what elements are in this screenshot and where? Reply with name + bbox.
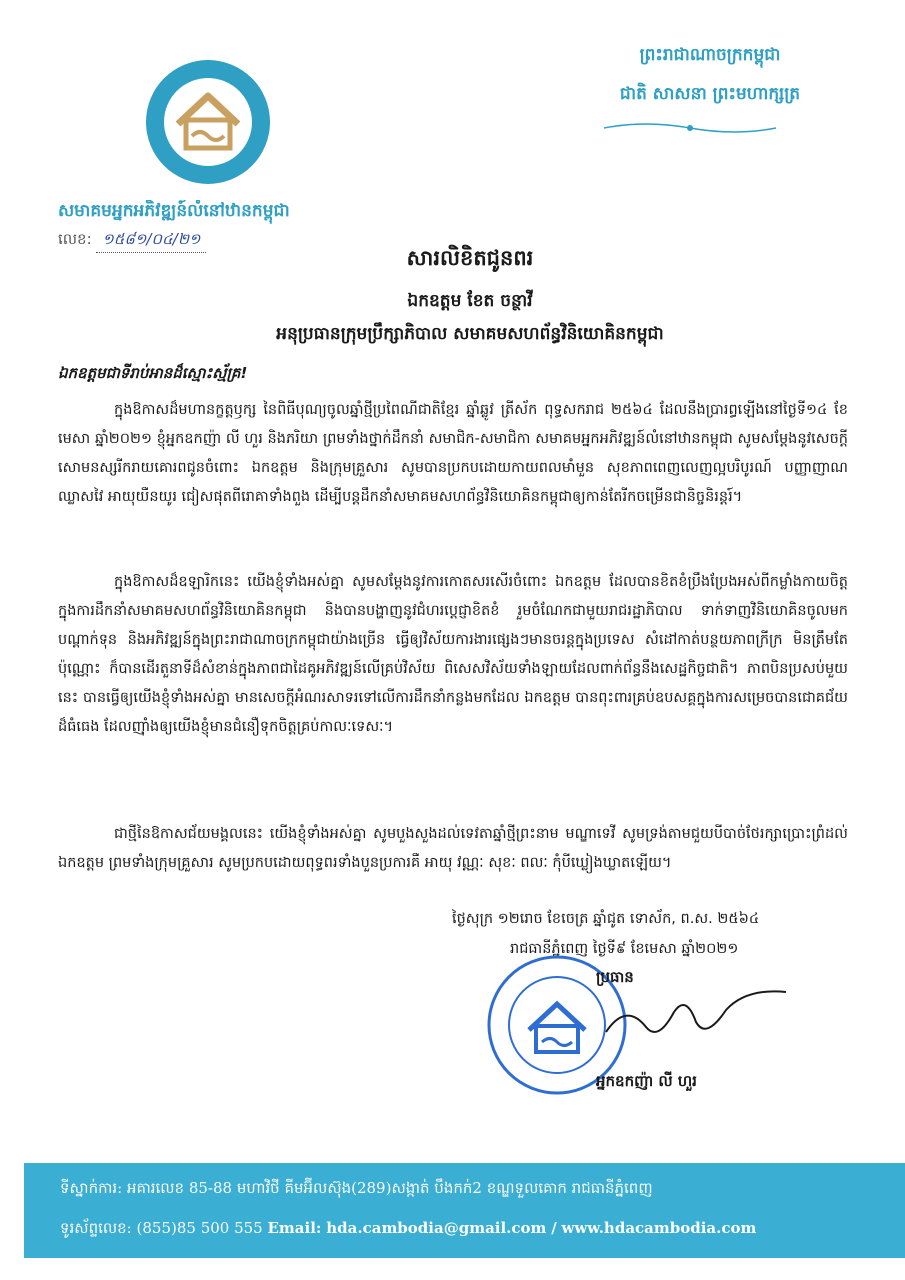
footer-address: ទីស្នាក់ការ: អគារលេខ 85-88 មហាវិថី គីមអ៊ីលស៊ុង(289)សង្កាត់ បឹងកក់2 ខណ្ឌទួលគោក រាជធានីភ្នំពេញ (60, 1179, 653, 1197)
website-link[interactable]: www.hdacambodia.com (561, 1219, 757, 1237)
letter-paragraph-1: ក្នុងឱកាសដ៏មហានក្ខត្តឫក្ស នៃពិធីបុណ្យចូលឆ្នាំថ្មីប្រពៃណីជាតិខ្មែរ ឆ្នាំឆ្លូវ ត្រីស័ក ពុទ្ធសករាជ ២៥៦៤ ដែលនឹងប្រារព្ធឡើងនៅថ្ងៃទី១៤ ខែមេសា ឆ្នាំ២០២១ ខ្ញុំអ្នកឧកញ៉ា លី ហួរ និងភរិយា ព្រមទាំងថ្នាក់ដឹកនាំ សមាជិក-សមាជិកា សមាគមអ្នកអភិវឌ្ឍន៍លំនៅឋានកម្ពុជា សូមសម្តែងនូវសេចក្តីសោមនស្សរីករាយគោរពជូនចំពោះ ឯកឧត្តម និងក្រុមគ្រួសារ សូមបានប្រកបដោយកាយពលមាំមួន សុខភាពពេញលេញល្អបរិបូរណ៍ បញ្ញាញាណឈ្លាសវៃ អាយុយឺនយូរ ជៀសផុតពីរោគាទាំងពួង ដើម្បីបន្តដឹកនាំសមាគមសហព័ន្ធវិនិយោគិនកម្ពុជាឲ្យកាន់តែរីកចម្រើនជានិច្ចនិរន្តរ៍។ (58, 402, 848, 505)
reference-value: ១៥៨១/០៤/២១ (96, 230, 206, 253)
handwritten-signature (596, 982, 796, 1052)
kingdom-name: ព្រះរាជាណាចក្រកម្ពុជា (639, 45, 781, 65)
footer-bar (24, 1163, 905, 1258)
reference-label: លេខ: (58, 230, 92, 248)
org-name: សមាគមអ្នកអភិវឌ្ឍន៍លំនៅឋានកម្ពុជា (58, 201, 290, 221)
letter-paragraph-3: ជាថ្មីនៃឱកាសជ័យមង្គលនេះ យើងខ្ញុំទាំងអស់គ្នា សូមបួងសួងដល់ទេវតាឆ្នាំថ្មីព្រះនាម មណ្ឌាទេវី សូមទ្រង់តាមជួយបីបាច់ថែរក្សាប្រោះព្រំដល់ ឯកឧត្តម ព្រមទាំងក្រុមគ្រួសារ សូមប្រកបដោយពុទ្ធពរទាំងបួនប្រការគឺ អាយុ វណ្ណៈ សុខៈ ពលៈ កុំបីឃ្លៀងឃ្លាតឡើយ។ (58, 826, 848, 871)
salutation: ឯកឧត្តមជាទីរាប់អានដ៏ស្មោះស្ម័គ្រ! (58, 364, 248, 382)
signer-name: អ្នកឧកញ៉ា លី ហួរ (596, 1072, 697, 1090)
signer-role: ប្រធាន (596, 968, 634, 986)
place-date: រាជធានីភ្នំពេញ ថ្ងៃទី៩ ខែមេសា ឆ្នាំ២០២១ (510, 941, 739, 957)
email-link[interactable]: hda.cambodia@gmail.com (326, 1219, 547, 1237)
recipient-position: អនុប្រធានក្រុមប្រឹក្សាភិបាល សមាគមសហព័ន្ធវិនិយោគិនកម្ពុជា (276, 324, 664, 344)
letter-title-main: សារលិខិតជូនពរ (406, 246, 534, 270)
association-logo (142, 56, 274, 188)
contact-separator: / (551, 1219, 557, 1237)
email-label: Email: (267, 1219, 322, 1237)
kingdom-header (590, 44, 830, 122)
letter-title (160, 245, 780, 348)
header-ornament (600, 120, 780, 136)
lunar-date: ថ្ងៃសុក្រ ១២រោច ខែចេត្រ ឆ្នាំជូត ទោស័ក, ព.ស. ២៥៦៤ (452, 911, 760, 927)
footer-contact (60, 1219, 756, 1241)
phone-number: (855)85 500 555 (136, 1219, 263, 1237)
recipient-name: ឯកឧត្តម ខែត ចន្ថាវី (407, 291, 533, 311)
national-motto: ជាតិ សាសនា ព្រះមហាក្សត្រ (619, 84, 801, 104)
phone-label: ទូរស័ព្ទលេខ: (60, 1219, 132, 1237)
letter-paragraph-2: ក្នុងឱកាសដ៏ឧឡារិកនេះ យើងខ្ញុំទាំងអស់គ្នា សូមសម្តែងនូវការកោតសរសើរចំពោះ ឯកឧត្តម ដែលបានខិតខំប្រឹងប្រែងអស់ពីកម្លាំងកាយចិត្ត ក្នុងការដឹកនាំសមាគមសហព័ន្ធវិនិយោគិនកម្ពុជា និងបានបង្ហាញនូវជំហរប្តេជ្ញាខិតខំ រួមចំណែកជាមួយរាជរដ្ឋាភិបាល ទាក់ទាញវិនិយោគិនចូលមកបណ្តាក់ទុន និងអភិវឌ្ឍន៍ក្នុងព្រះរាជាណាចក្រកម្ពុជាយ៉ាងច្រើន ធ្វើឲ្យវិស័យការងារផ្សេងៗមានចរន្តក្នុងប្រទេស សំដៅកាត់បន្ថយភាពក្រីក្រ មិនត្រឹមតែប៉ុណ្ណោះ ក៏បានដើរតួនាទីដ៏សំខាន់ក្នុងភាពជាដៃគូអភិវឌ្ឍន៍លើគ្រប់វិស័យ ពិសេសវិស័យទាំងឡាយដែលពាក់ព័ន្ធនឹងសេដ្ឋកិច្ចជាតិ។ ភាពបិនប្រសប់មួយនេះ បានធ្វើឲ្យយើងខ្ញុំទាំងអស់គ្នា មានសេចក្តីអំណរសាទរទៅលើការដឹកនាំកន្លងមកដែល ឯកឧត្តម បានពុះពារគ្រប់ឧបសគ្គក្នុងការសម្រេចបានជោគជ័យដ៏ធំធេង ដែលញ៉ាំងឲ្យយើងខ្ញុំមានជំនឿទុកចិត្តគ្រប់កាលៈទេសៈ។ (58, 574, 848, 735)
